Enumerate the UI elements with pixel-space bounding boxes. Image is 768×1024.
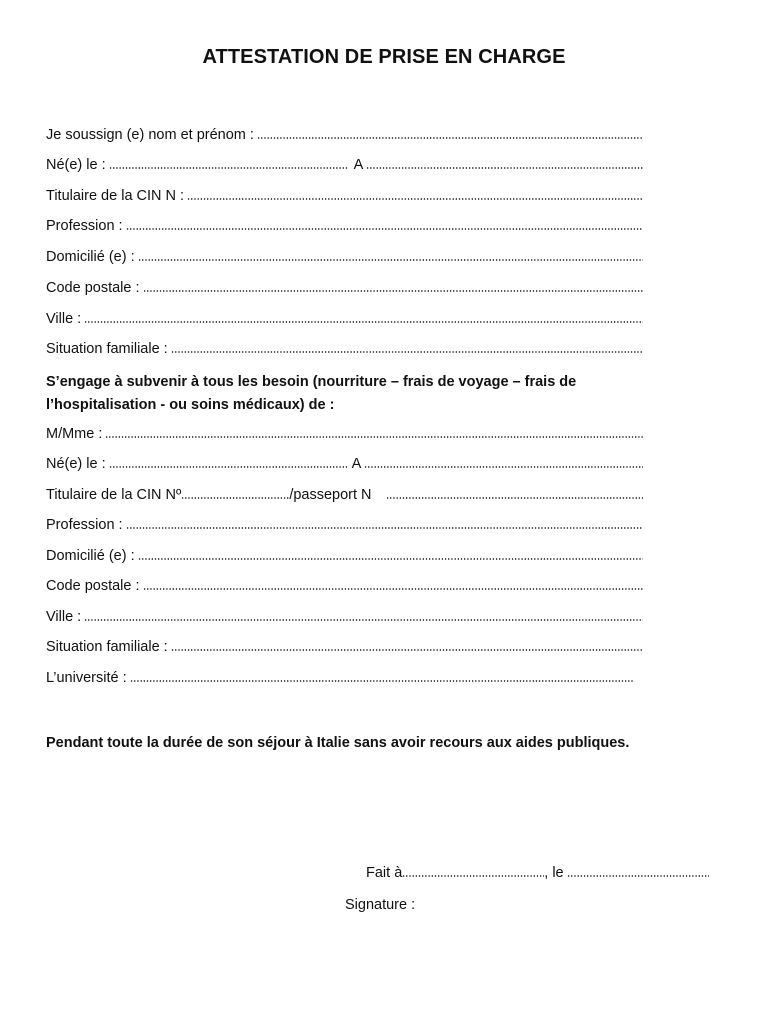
guarantor-family-blank[interactable]: [171, 351, 643, 353]
beneficiary-cin-blank[interactable]: [181, 497, 289, 499]
guarantor-domicile-blank[interactable]: [138, 259, 643, 261]
beneficiary-university-blank[interactable]: [130, 680, 634, 682]
beneficiary-family-blank[interactable]: [171, 649, 643, 651]
beneficiary-city-label: Ville :: [46, 609, 82, 625]
guarantor-postal-blank[interactable]: [143, 290, 643, 292]
guarantor-profession-field[interactable]: [46, 218, 643, 240]
beneficiary-passport-label: /passeport N: [289, 487, 372, 503]
beneficiary-domicile-field[interactable]: [46, 548, 643, 570]
beneficiary-birth-field[interactable]: [46, 456, 643, 478]
guarantor-birth-date-blank[interactable]: [109, 167, 349, 169]
guarantor-city-field[interactable]: [46, 311, 643, 333]
beneficiary-name-field[interactable]: [46, 426, 643, 448]
guarantor-domicile-field[interactable]: [46, 249, 643, 271]
guarantor-birth-field[interactable]: [46, 157, 643, 179]
beneficiary-birth-date-blank[interactable]: [109, 466, 347, 468]
guarantor-birth-place-blank[interactable]: [366, 167, 643, 169]
commitment-paragraph: S’engage à subvenir à tous les besoin (nourriture – frais de voyage – frais de l’hospitalisation - ou soins médicaux) de :: [46, 374, 577, 413]
beneficiary-cin-field[interactable]: [46, 487, 643, 509]
guarantor-birth-label: Né(e) le :: [46, 157, 106, 173]
guarantor-name-field[interactable]: [46, 127, 643, 149]
beneficiary-profession-label: Profession :: [46, 517, 123, 533]
guarantor-city-blank[interactable]: [84, 321, 643, 323]
closing-statement: Pendant toute la durée de son séjour à Italie sans avoir recours aux aides publiques.: [46, 735, 630, 751]
beneficiary-university-label: L’université :: [46, 670, 127, 686]
beneficiary-domicile-blank[interactable]: [138, 558, 643, 560]
guarantor-cin-field[interactable]: [46, 188, 643, 210]
fait-a-field[interactable]: [366, 865, 709, 881]
beneficiary-postal-field[interactable]: [46, 578, 643, 600]
le-label: , le: [544, 865, 564, 881]
beneficiary-cin-label: Titulaire de la CIN Nº: [46, 487, 182, 503]
guarantor-name-label: Je soussign (e) nom et prénom :: [46, 127, 254, 143]
guarantor-name-blank[interactable]: [257, 137, 643, 139]
guarantor-family-label: Situation familiale :: [46, 341, 168, 357]
fait-a-label: Fait à: [366, 865, 403, 881]
fait-a-date-blank[interactable]: [567, 875, 709, 877]
guarantor-domicile-label: Domicilié (e) :: [46, 249, 135, 265]
beneficiary-profession-blank[interactable]: [126, 527, 643, 529]
beneficiary-city-field[interactable]: [46, 609, 643, 631]
fait-a-place-blank[interactable]: [402, 875, 544, 877]
guarantor-postal-field[interactable]: [46, 280, 643, 302]
guarantor-profession-blank[interactable]: [126, 228, 643, 230]
beneficiary-passport-blank[interactable]: [386, 497, 643, 499]
beneficiary-name-label: M/Mme :: [46, 426, 103, 442]
guarantor-cin-blank[interactable]: [187, 198, 643, 200]
beneficiary-name-blank[interactable]: [105, 436, 643, 438]
guarantor-family-field[interactable]: [46, 341, 643, 363]
document-title: ATTESTATION DE PRISE EN CHARGE: [202, 46, 566, 68]
beneficiary-birth-label: Né(e) le :: [46, 456, 106, 472]
guarantor-postal-label: Code postale :: [46, 280, 140, 296]
beneficiary-family-label: Situation familiale :: [46, 639, 168, 655]
beneficiary-birth-place-label: A: [351, 456, 362, 472]
beneficiary-postal-label: Code postale :: [46, 578, 140, 594]
beneficiary-family-field[interactable]: [46, 639, 643, 661]
guarantor-cin-label: Titulaire de la CIN N :: [46, 188, 185, 204]
beneficiary-birth-place-blank[interactable]: [364, 466, 643, 468]
guarantor-city-label: Ville :: [46, 311, 82, 327]
guarantor-profession-label: Profession :: [46, 218, 123, 234]
beneficiary-domicile-label: Domicilié (e) :: [46, 548, 135, 564]
guarantor-birth-place-label: A: [353, 157, 364, 173]
signature-field[interactable]: [345, 897, 415, 913]
signature-label: Signature :: [345, 897, 416, 913]
beneficiary-university-field[interactable]: [46, 670, 634, 692]
beneficiary-profession-field[interactable]: [46, 517, 643, 539]
beneficiary-postal-blank[interactable]: [143, 588, 643, 590]
beneficiary-city-blank[interactable]: [84, 619, 643, 621]
